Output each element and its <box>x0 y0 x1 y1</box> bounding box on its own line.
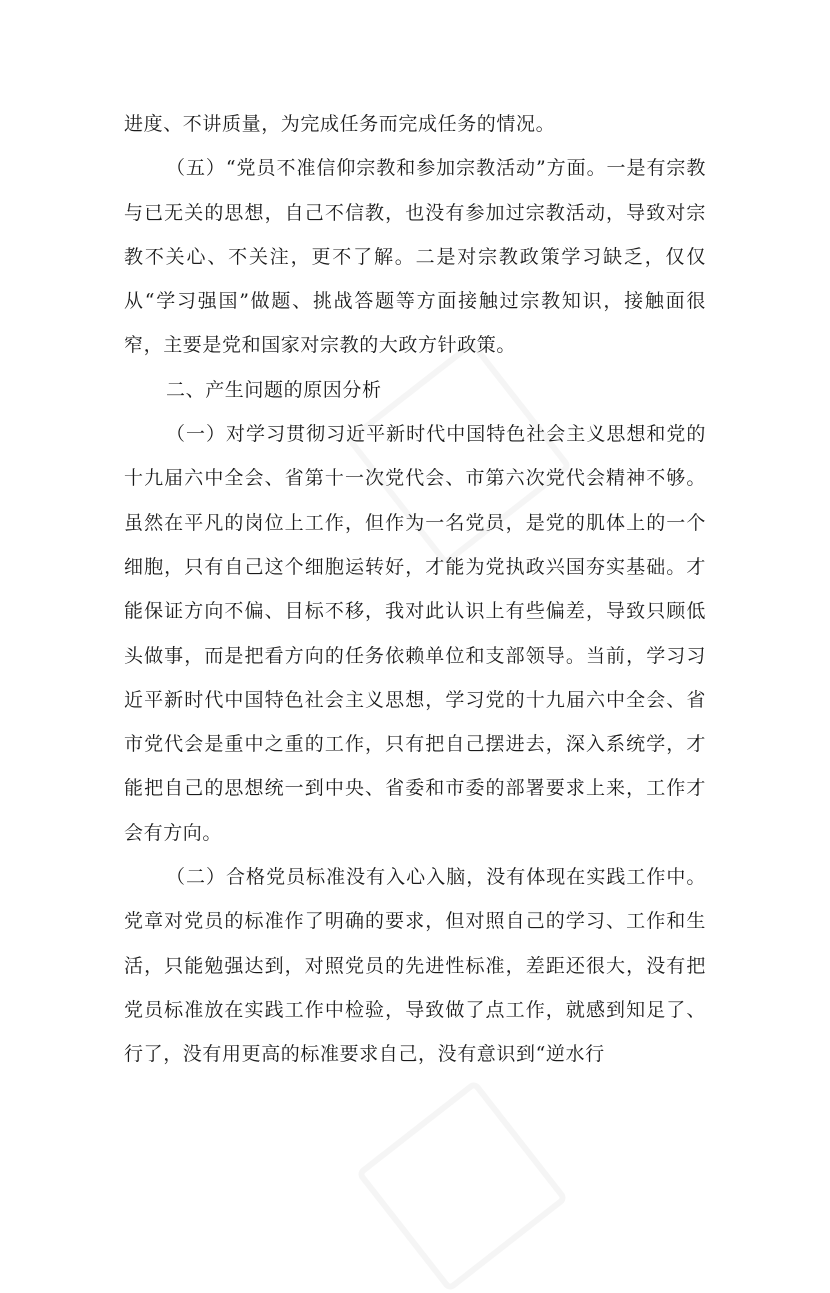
document-body <box>124 102 706 1077</box>
paragraph-continuation: 进度、不讲质量，为完成任务而完成任务的情况。 <box>124 113 556 135</box>
paragraph-cause-two: （二）合格党员标准没有入心入脑，没有体现在实践工作中。党章对党员的标准作了明确的要求，但对照自己的学习、工作和生活，只能勉强达到，对照党员的先进性标准，差距还很大，没有把党员标准放在实践工作中检验，导致做了点工作，就感到知足了、行了，没有用更高的标准要求自己，没有意识到“逆水行 <box>124 866 706 1066</box>
paragraph-religion: （五）“党员不准信仰宗教和参加宗教活动”方面。一是有宗教与已无关的思想，自己不信教，也没有参加过宗教活动，导致对宗教不关心、不关注，更不了解。二是对宗教政策学习缺乏，仅仅从“学习强国”做题、挑战答题等方面接触过宗教知识，接触面很窄，主要是党和国家对宗教的大政方针政策。 <box>124 157 706 357</box>
watermark-logo-shape <box>355 1079 568 1292</box>
paragraph-cause-one: （一）对学习贯彻习近平新时代中国特色社会主义思想和党的十九届六中全会、省第十一次党代会、市第六次党代会精神不够。虽然在平凡的岗位上工作，但作为一名党员，是党的肌体上的一个细胞，只有自己这个细胞运转好，才能为党执政兴国夯实基础。才能保证方向不偏、目标不移，我对此认识上有些偏差，导致只顾低头做事，而是把看方向的任务依赖单位和支部领导。当前，学习习近平新时代中国特色社会主义思想，学习党的十九届六中全会、省市党代会是重中之重的工作，只有把自己摆进去，深入系统学，才能把自己的思想统一到中央、省委和市委的部署要求上来，工作才会有方向。 <box>124 423 706 844</box>
section-heading: 二、产生问题的原因分析 <box>166 378 382 401</box>
